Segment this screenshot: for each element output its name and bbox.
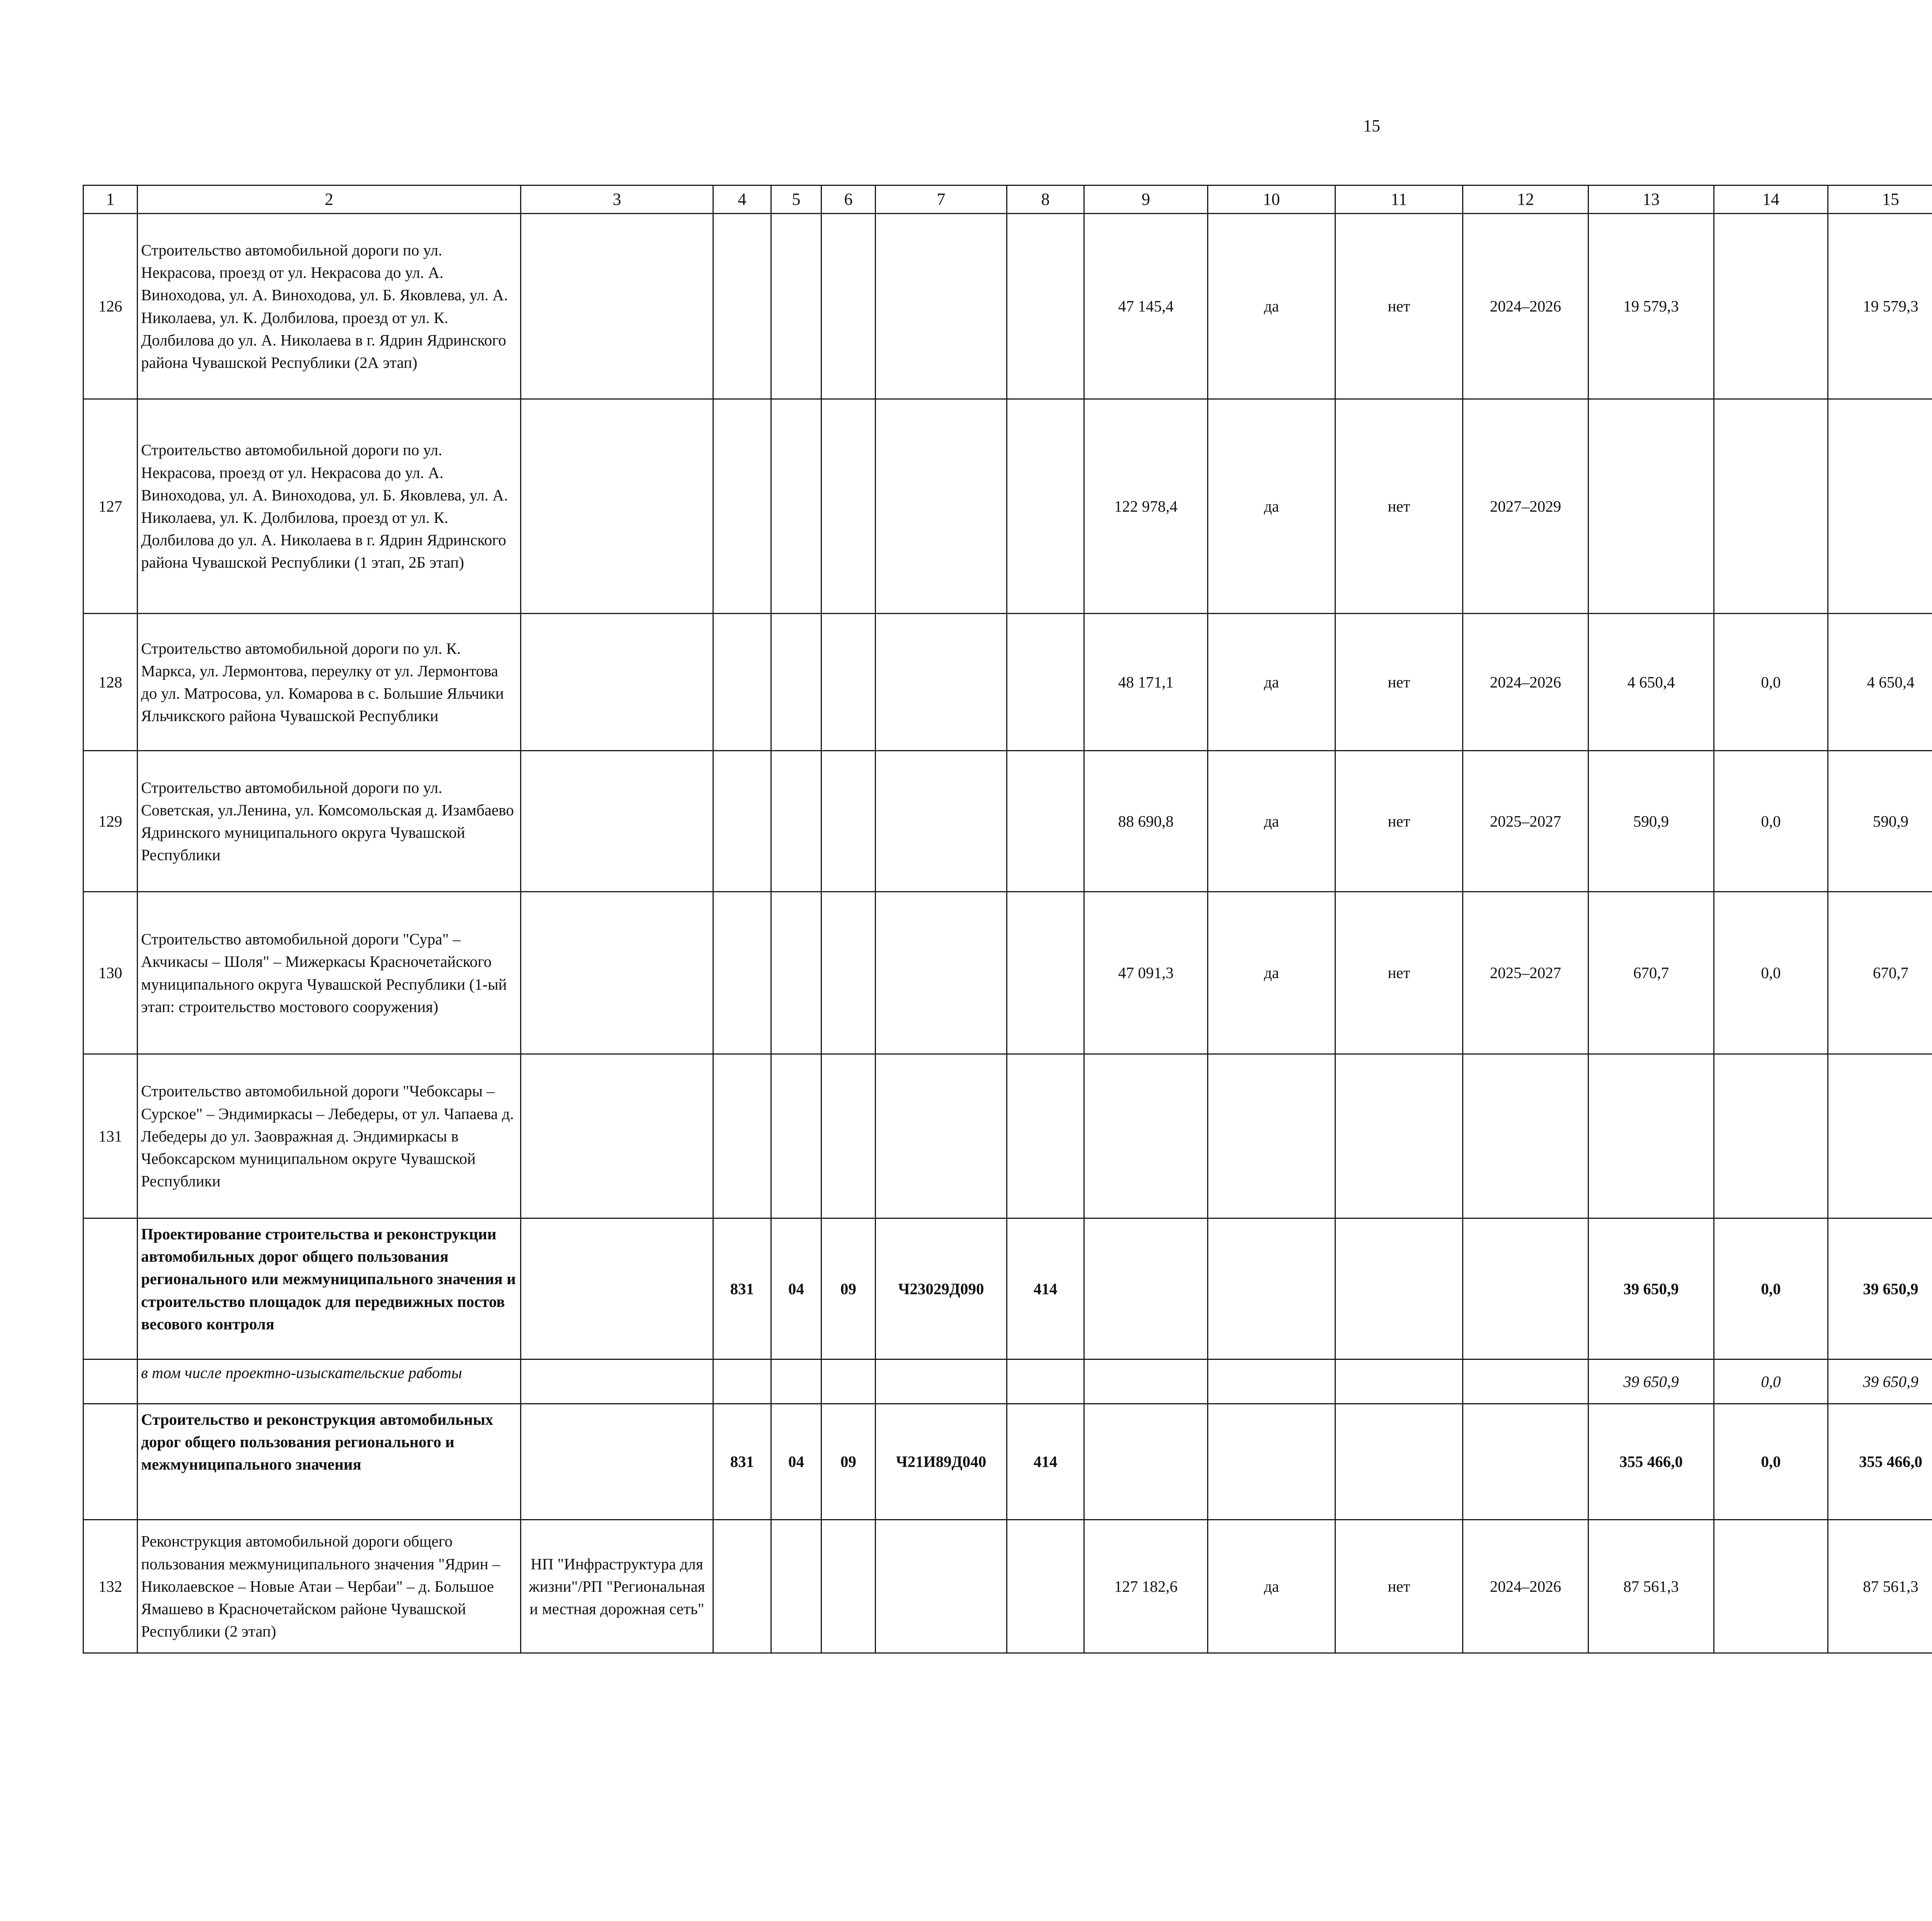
row-cell-col7 xyxy=(876,1054,1007,1218)
row-cell-col8: 414 xyxy=(1007,1218,1084,1360)
row-cell-col13: 87 561,3 xyxy=(1588,1520,1714,1653)
row-description: Строительство автомобильной дороги по ул. Некрасова, проезд от ул. Некрасова до ул. А. Виноходова, ул. А. Виноходова, ул. Б. Яковлева, ул. А. Николаева, ул. К. Долбилова, проезд от ул. К. Долбилова до ул. А. Николаева в г. Ядрин Ядринского района Чувашской Республики (1 этап, 2Б этап) xyxy=(138,399,521,614)
table-body xyxy=(83,185,1932,1653)
row-project xyxy=(521,1404,713,1520)
row-cell-col5: 04 xyxy=(771,1404,821,1520)
row-number: 130 xyxy=(83,892,138,1054)
column-header: 14 xyxy=(1714,185,1828,214)
row-cell-col12: 2025–2027 xyxy=(1463,751,1588,892)
row-cell-col10: да xyxy=(1208,1520,1335,1653)
row-cell-col8 xyxy=(1007,1520,1084,1653)
row-cell-col6 xyxy=(821,892,876,1054)
row-cell-col15 xyxy=(1828,1054,1932,1218)
row-cell-col6 xyxy=(821,614,876,751)
row-cell-col14: 0,0 xyxy=(1714,1218,1828,1360)
column-header: 15 xyxy=(1828,185,1932,214)
row-description: Реконструкция автомобильной дороги общего пользования межмуниципального значения "Ядрин – Николаевское – Новые Атаи – Чербаи" – д. Большое Ямашево в Красночетайском районе Чувашской Республики (2 этап) xyxy=(138,1520,521,1653)
row-cell-col14: 0,0 xyxy=(1714,614,1828,751)
row-cell-col6 xyxy=(821,399,876,614)
row-cell-col15: 670,7 xyxy=(1828,892,1932,1054)
column-header: 5 xyxy=(771,185,821,214)
row-cell-col15: 87 561,3 xyxy=(1828,1520,1932,1653)
row-cell-col13: 39 650,9 xyxy=(1588,1218,1714,1360)
row-cell-col15: 590,9 xyxy=(1828,751,1932,892)
row-cell-col12: 2024–2026 xyxy=(1463,614,1588,751)
row-cell-col11: нет xyxy=(1335,892,1463,1054)
row-cell-col5 xyxy=(771,892,821,1054)
row-cell-col8 xyxy=(1007,399,1084,614)
column-header: 4 xyxy=(713,185,771,214)
row-cell-col5 xyxy=(771,1360,821,1404)
row-cell-col9: 122 978,4 xyxy=(1084,399,1208,614)
row-description: Строительство автомобильной дороги по ул. Советская, ул.Ленина, ул. Комсомольская д. Изамбаево Ядринского муниципального округа Чувашской Республики xyxy=(138,751,521,892)
table-row xyxy=(83,1404,1932,1520)
table-row xyxy=(83,1218,1932,1360)
row-cell-col10: да xyxy=(1208,614,1335,751)
row-cell-col7 xyxy=(876,1520,1007,1653)
row-description: Строительство и реконструкция автомобильных дорог общего пользования регионального и межмуниципального значения xyxy=(138,1404,521,1520)
row-cell-col13: 590,9 xyxy=(1588,751,1714,892)
budget-table xyxy=(83,185,1932,1654)
row-cell-col9 xyxy=(1084,1404,1208,1520)
row-cell-col4 xyxy=(713,892,771,1054)
row-cell-col6 xyxy=(821,751,876,892)
row-cell-col13: 19 579,3 xyxy=(1588,214,1714,399)
column-header: 7 xyxy=(876,185,1007,214)
column-header: 11 xyxy=(1335,185,1463,214)
row-cell-col5 xyxy=(771,1520,821,1653)
row-number: 126 xyxy=(83,214,138,399)
row-cell-col5 xyxy=(771,751,821,892)
row-cell-col7 xyxy=(876,399,1007,614)
row-description: Строительство автомобильной дороги по ул. Некрасова, проезд от ул. Некрасова до ул. А. Виноходова, ул. А. Виноходова, ул. Б. Яковлева, ул. А. Николаева, ул. К. Долбилова, проезд от ул. К. Долбилова до ул. А. Николаева в г. Ядрин Ядринского района Чувашской Республики (2А этап) xyxy=(138,214,521,399)
column-header: 1 xyxy=(83,185,138,214)
row-cell-col11 xyxy=(1335,1218,1463,1360)
row-cell-col4 xyxy=(713,1054,771,1218)
row-cell-col6 xyxy=(821,1520,876,1653)
row-cell-col12 xyxy=(1463,1054,1588,1218)
row-cell-col10 xyxy=(1208,1054,1335,1218)
table-row xyxy=(83,399,1932,614)
row-cell-col15: 19 579,3 xyxy=(1828,214,1932,399)
page-number: 15 xyxy=(1363,116,1380,135)
row-description: в том числе проектно-изыскательские работы xyxy=(138,1360,521,1404)
row-cell-col4 xyxy=(713,751,771,892)
row-project xyxy=(521,751,713,892)
row-cell-col13: 4 650,4 xyxy=(1588,614,1714,751)
row-cell-col4 xyxy=(713,1520,771,1653)
row-cell-col10: да xyxy=(1208,892,1335,1054)
row-cell-col4 xyxy=(713,399,771,614)
row-cell-col15: 355 466,0 xyxy=(1828,1404,1932,1520)
row-cell-col10 xyxy=(1208,1218,1335,1360)
row-cell-col11: нет xyxy=(1335,1520,1463,1653)
row-cell-col8 xyxy=(1007,1054,1084,1218)
row-cell-col14: 0,0 xyxy=(1714,1404,1828,1520)
row-cell-col6 xyxy=(821,1054,876,1218)
column-header: 13 xyxy=(1588,185,1714,214)
row-cell-col5 xyxy=(771,399,821,614)
row-number: 127 xyxy=(83,399,138,614)
row-cell-col4: 831 xyxy=(713,1404,771,1520)
row-number xyxy=(83,1360,138,1404)
row-cell-col14 xyxy=(1714,214,1828,399)
row-cell-col8: 414 xyxy=(1007,1404,1084,1520)
row-cell-col4 xyxy=(713,214,771,399)
row-number: 129 xyxy=(83,751,138,892)
row-description: Проектирование строительства и реконструкции автомобильных дорог общего пользования регионального или межмуниципального значения и строительство площадок для передвижных постов весового контроля xyxy=(138,1218,521,1360)
row-cell-col14 xyxy=(1714,1054,1828,1218)
column-header: 10 xyxy=(1208,185,1335,214)
row-cell-col12: 2024–2026 xyxy=(1463,1520,1588,1653)
row-cell-col13: 39 650,9 xyxy=(1588,1360,1714,1404)
row-project xyxy=(521,614,713,751)
row-cell-col9: 47 091,3 xyxy=(1084,892,1208,1054)
table-row xyxy=(83,614,1932,751)
row-cell-col9 xyxy=(1084,1360,1208,1404)
table-row xyxy=(83,1054,1932,1218)
row-cell-col7 xyxy=(876,751,1007,892)
row-project xyxy=(521,892,713,1054)
table-row xyxy=(83,751,1932,892)
row-cell-col10 xyxy=(1208,1360,1335,1404)
row-description: Строительство автомобильной дороги "Сура" – Акчикасы – Шоля" – Мижеркасы Красночетайского муниципального округа Чувашской Республики (1-ый этап: строительство мостового сооружения) xyxy=(138,892,521,1054)
row-cell-col8 xyxy=(1007,214,1084,399)
row-cell-col6: 09 xyxy=(821,1218,876,1360)
row-project xyxy=(521,399,713,614)
row-cell-col12 xyxy=(1463,1218,1588,1360)
row-cell-col12: 2027–2029 xyxy=(1463,399,1588,614)
row-cell-col12 xyxy=(1463,1404,1588,1520)
row-cell-col9 xyxy=(1084,1054,1208,1218)
row-cell-col14: 0,0 xyxy=(1714,751,1828,892)
row-cell-col9: 127 182,6 xyxy=(1084,1520,1208,1653)
row-cell-col6: 09 xyxy=(821,1404,876,1520)
row-cell-col15 xyxy=(1828,399,1932,614)
row-description: Строительство автомобильной дороги "Чебоксары – Сурское" – Эндимиркасы – Лебедеры, от ул. Чапаева д. Лебедеры до ул. Заовражная д. Эндимиркасы в Чебоксарском муниципальном округе Чувашской Республики xyxy=(138,1054,521,1218)
row-cell-col4 xyxy=(713,1360,771,1404)
row-cell-col13: 355 466,0 xyxy=(1588,1404,1714,1520)
row-cell-col11: нет xyxy=(1335,399,1463,614)
row-cell-col13 xyxy=(1588,1054,1714,1218)
row-cell-col11 xyxy=(1335,1054,1463,1218)
row-cell-col4: 831 xyxy=(713,1218,771,1360)
table-row xyxy=(83,892,1932,1054)
row-cell-col7 xyxy=(876,614,1007,751)
row-project xyxy=(521,1360,713,1404)
row-cell-col7: Ч23029Д090 xyxy=(876,1218,1007,1360)
row-cell-col7: Ч21И89Д040 xyxy=(876,1404,1007,1520)
row-cell-col13 xyxy=(1588,399,1714,614)
row-cell-col14: 0,0 xyxy=(1714,892,1828,1054)
row-number: 132 xyxy=(83,1520,138,1653)
column-header-row xyxy=(83,185,1932,214)
row-cell-col15: 39 650,9 xyxy=(1828,1218,1932,1360)
column-header: 12 xyxy=(1463,185,1588,214)
row-cell-col12: 2024–2026 xyxy=(1463,214,1588,399)
row-project xyxy=(521,1054,713,1218)
row-cell-col9: 48 171,1 xyxy=(1084,614,1208,751)
row-project: НП "Инфраструктура для жизни"/РП "Региональная и местная дорожная сеть" xyxy=(521,1520,713,1653)
row-cell-col10: да xyxy=(1208,214,1335,399)
row-cell-col11 xyxy=(1335,1404,1463,1520)
table-row xyxy=(83,1520,1932,1653)
column-header: 6 xyxy=(821,185,876,214)
row-cell-col8 xyxy=(1007,751,1084,892)
column-header: 3 xyxy=(521,185,713,214)
row-cell-col5 xyxy=(771,1054,821,1218)
row-number: 128 xyxy=(83,614,138,751)
row-cell-col5 xyxy=(771,614,821,751)
row-cell-col8 xyxy=(1007,1360,1084,1404)
row-cell-col8 xyxy=(1007,892,1084,1054)
row-cell-col12 xyxy=(1463,1360,1588,1404)
row-cell-col11: нет xyxy=(1335,614,1463,751)
row-number xyxy=(83,1404,138,1520)
row-cell-col7 xyxy=(876,1360,1007,1404)
row-project xyxy=(521,214,713,399)
row-cell-col9: 88 690,8 xyxy=(1084,751,1208,892)
row-number: 131 xyxy=(83,1054,138,1218)
column-header: 2 xyxy=(138,185,521,214)
row-number xyxy=(83,1218,138,1360)
row-cell-col10 xyxy=(1208,1404,1335,1520)
column-header: 9 xyxy=(1084,185,1208,214)
row-cell-col11: нет xyxy=(1335,214,1463,399)
row-cell-col11 xyxy=(1335,1360,1463,1404)
row-cell-col14: 0,0 xyxy=(1714,1360,1828,1404)
row-cell-col12: 2025–2027 xyxy=(1463,892,1588,1054)
table-row xyxy=(83,1360,1932,1404)
row-cell-col13: 670,7 xyxy=(1588,892,1714,1054)
row-cell-col15: 4 650,4 xyxy=(1828,614,1932,751)
row-project xyxy=(521,1218,713,1360)
row-cell-col9: 47 145,4 xyxy=(1084,214,1208,399)
row-cell-col10: да xyxy=(1208,399,1335,614)
row-cell-col14 xyxy=(1714,399,1828,614)
row-cell-col6 xyxy=(821,1360,876,1404)
row-description: Строительство автомобильной дороги по ул. К. Маркса, ул. Лермонтова, переулку от ул. Лермонтова до ул. Матросова, ул. Комарова в с. Большие Яльчики Яльчикского района Чувашской Республики xyxy=(138,614,521,751)
row-cell-col5: 04 xyxy=(771,1218,821,1360)
row-cell-col14 xyxy=(1714,1520,1828,1653)
row-cell-col5 xyxy=(771,214,821,399)
row-cell-col8 xyxy=(1007,614,1084,751)
row-cell-col10: да xyxy=(1208,751,1335,892)
row-cell-col11: нет xyxy=(1335,751,1463,892)
row-cell-col6 xyxy=(821,214,876,399)
row-cell-col9 xyxy=(1084,1218,1208,1360)
row-cell-col15: 39 650,9 xyxy=(1828,1360,1932,1404)
row-cell-col7 xyxy=(876,214,1007,399)
table-row xyxy=(83,214,1932,399)
row-cell-col4 xyxy=(713,614,771,751)
column-header: 8 xyxy=(1007,185,1084,214)
row-cell-col7 xyxy=(876,892,1007,1054)
